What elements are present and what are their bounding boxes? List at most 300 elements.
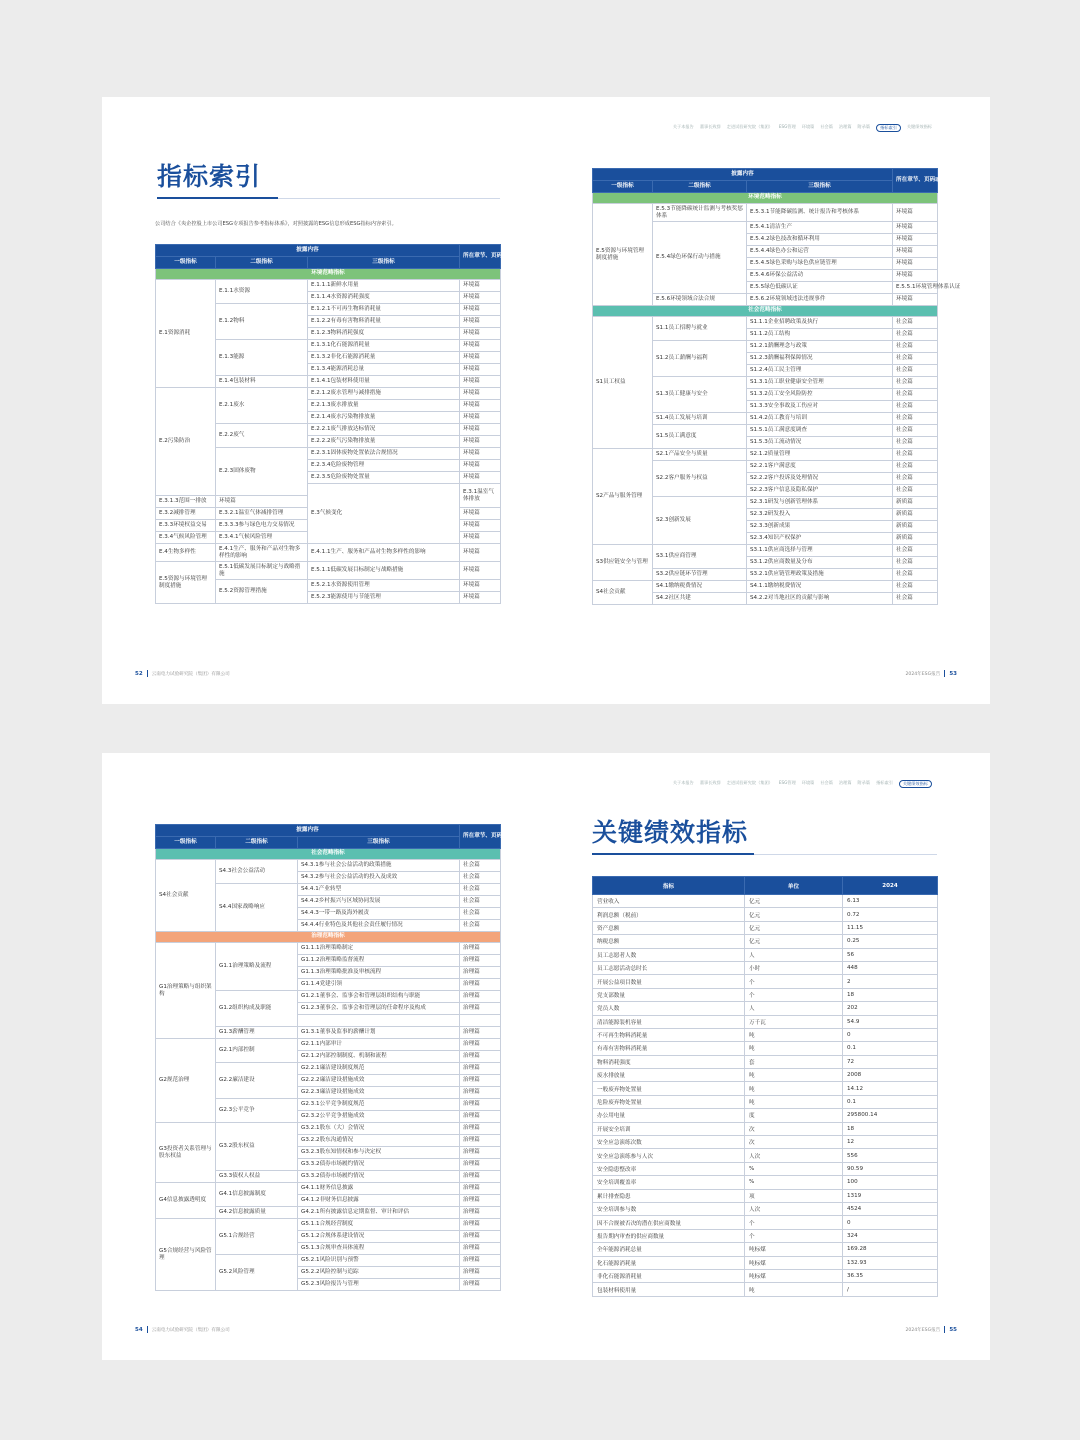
table-row (156, 1039, 501, 1051)
cell-level3: G3.2.1股东（大）会情况 (298, 1123, 460, 1135)
kpi-indicator: 全年能源消耗总量 (593, 1243, 745, 1256)
cell-chapter: 环境篇 (893, 234, 938, 246)
table-body-social (156, 860, 501, 932)
kpi-row (593, 1243, 938, 1256)
cell-chapter: 新质篇 (893, 497, 938, 509)
footer-text: 2024年ESG报告 (905, 1327, 941, 1333)
section-social: 社会范畴指标 (156, 849, 501, 860)
header-l1: 一级指标 (156, 837, 216, 849)
cell-chapter: 环境篇 (460, 280, 501, 292)
kpi-indicator: 办公用电量 (593, 1109, 745, 1122)
cell-level2: S2.3创新发展 (653, 497, 747, 545)
cell-level3: S3.1.2供应商数量及分布 (747, 557, 893, 569)
cell-chapter: 社会篇 (893, 353, 938, 365)
kpi-value: 556 (843, 1149, 938, 1162)
kpi-unit: 人 (745, 1002, 843, 1015)
cell-level3: G1.1.4党建引领 (298, 979, 460, 991)
cell-chapter: 环境篇 (460, 532, 501, 544)
kpi-row (593, 948, 938, 961)
table-row (593, 317, 938, 329)
kpi-indicator: 安全培训参与数 (593, 1202, 745, 1215)
cell-chapter: 治理篇 (460, 1051, 501, 1063)
cell-level3: S4.4.3一带一路及海外履责 (298, 908, 460, 920)
cell-level3: E.5.2.3能源使用与节能管理 (308, 592, 460, 604)
cell-level3: S4.1.1缴纳税费情况 (747, 581, 893, 593)
nav-appendix[interactable]: 附录篇 (857, 780, 871, 785)
cell-level3: G2.1.2内部控制制度、机制和流程 (298, 1051, 460, 1063)
kpi-value: 0 (843, 1216, 938, 1229)
kpi-value: 0 (843, 1028, 938, 1041)
page-53 (546, 97, 990, 704)
kpi-unit: 人次 (745, 1202, 843, 1215)
cell-level2: S2.1产品安全与质量 (653, 449, 747, 461)
kpi-row (593, 1269, 938, 1282)
cell-chapter: 社会篇 (460, 896, 501, 908)
kpi-indicator: 因不合规被否决的潜在供应商数量 (593, 1216, 745, 1229)
cell-level2: G4.1信息披露制度 (216, 1183, 298, 1207)
cell-chapter: 环境篇 (460, 400, 501, 412)
table-row (156, 1183, 501, 1195)
indicator-index-table (155, 244, 531, 604)
cell-level2: E.1.1水资源 (216, 280, 308, 304)
cell-chapter: 环境篇 (460, 592, 501, 604)
cell-chapter: 社会篇 (460, 872, 501, 884)
cell-chapter: 环境篇 (460, 304, 501, 316)
kpi-unit: 吨标煤 (745, 1256, 843, 1269)
footer-divider (147, 670, 148, 677)
cell-chapter: 环境篇 (893, 246, 938, 258)
nav-kpi[interactable]: 关键绩效指标 (899, 780, 932, 788)
cell-level3: S1.2.1薪酬理念与政策 (747, 341, 893, 353)
cell-level3: G2.3.2公平竞争措施成效 (298, 1111, 460, 1123)
cell-chapter: 社会篇 (460, 860, 501, 872)
kpi-indicator: 有毒有害物料消耗量 (593, 1042, 745, 1055)
cell-chapter: 环境篇 (460, 352, 501, 364)
cell-level2: E.4.1生产、服务和产品对生物多样性的影响 (216, 544, 308, 562)
cell-level3: S2.3.4知识产权保护 (747, 533, 893, 545)
cell-chapter: 治理篇 (460, 1219, 501, 1231)
nav-about[interactable]: 关于本报告 (672, 780, 694, 785)
section-nav (673, 124, 932, 132)
cell-level2: E.2.3固体废物 (216, 448, 308, 496)
kpi-row (593, 908, 938, 921)
kpi-indicator: 化石能源消耗量 (593, 1256, 745, 1269)
kpi-row (593, 1028, 938, 1041)
cell-level2: S3.2供应链环节管理 (653, 569, 747, 581)
cell-level1: G2规范治理 (156, 1039, 216, 1123)
cell-chapter: 治理篇 (460, 1255, 501, 1267)
cell-chapter: 新质篇 (893, 521, 938, 533)
nav-environment[interactable]: 环境篇 (801, 780, 815, 785)
cell-chapter: 环境篇 (460, 448, 501, 460)
cell-level2: G5.2风险管理 (216, 1255, 298, 1291)
kpi-value: 2 (843, 975, 938, 988)
cell-level3: S2.3.2研发投入 (747, 509, 893, 521)
cell-chapter: 环境篇 (460, 472, 501, 484)
cell-level3: E.3.4.1气候风险管理 (216, 532, 308, 544)
cell-level2: S3.1供应商管理 (653, 545, 747, 569)
cell-chapter: 环境篇 (460, 460, 501, 472)
cell-level3: E.1.1.1新鲜水用量 (308, 280, 460, 292)
cell-level3: E.3.2.1温室气体减排管理 (216, 508, 308, 520)
cell-chapter: 社会篇 (893, 329, 938, 341)
kpi-indicator: 安全培训覆盖率 (593, 1176, 745, 1189)
cell-chapter: 环境篇 (460, 316, 501, 328)
cell-chapter: 环境篇 (460, 580, 501, 592)
cell-level2: G2.1内部控制 (216, 1039, 298, 1063)
kpi-row (593, 961, 938, 974)
cell-level3: E.2.1.4废水污染物排放量 (308, 412, 460, 424)
kpi-unit: 次 (745, 1136, 843, 1149)
cell-chapter: 治理篇 (460, 1111, 501, 1123)
table-row (593, 545, 938, 557)
table-row (156, 943, 501, 955)
kpi-row (593, 1015, 938, 1028)
cell-level1: E.5资源与环境管理制度措施 (156, 562, 216, 604)
cell-chapter: 环境篇 (460, 292, 501, 304)
cell-chapter: 环境篇 (460, 328, 501, 340)
cell-level3: G5.2.3风险报告与管理 (298, 1279, 460, 1291)
table-body-env (593, 204, 961, 306)
page-54 (102, 753, 546, 1360)
table-row (156, 544, 501, 562)
cell-level3: E.1.4.1包装材料使用量 (308, 376, 460, 388)
cell-level3: E.1.3.2非化石能源消耗量 (308, 352, 460, 364)
report-spread-bottom (102, 753, 990, 1360)
page-number: 54 (135, 1326, 143, 1333)
kpi-value: 11.15 (843, 921, 938, 934)
table-body-governance (156, 943, 501, 1291)
cell-chapter (460, 1015, 501, 1027)
cell-chapter: 环境篇 (460, 544, 501, 562)
cell-level1: S4社会贡献 (156, 860, 216, 932)
table-row (156, 280, 501, 292)
cell-level3: G5.1.1合规经营制度 (298, 1219, 460, 1231)
cell-chapter: 治理篇 (460, 1039, 501, 1051)
kpi-row (593, 1189, 938, 1202)
cell-level3: E.2.3.4危险废物管理 (308, 460, 460, 472)
page-52 (102, 97, 546, 704)
kpi-row (593, 921, 938, 934)
kpi-row (593, 1256, 938, 1269)
header-l3: 三级指标 (747, 181, 893, 193)
kpi-indicator: 安全应急演练参与人次 (593, 1149, 745, 1162)
cell-level2: S1.4员工发展与培训 (653, 413, 747, 425)
cell-level3: E.1.2.3物料消耗强度 (308, 328, 460, 340)
nav-governance[interactable]: 治理篇 (838, 780, 852, 785)
cell-level1: S2产品与服务管理 (593, 449, 653, 545)
nav-chairman[interactable]: 董事长致辞 (699, 124, 721, 129)
cell-level3: G3.2.3股东知情权和参与决定权 (298, 1147, 460, 1159)
cell-chapter: 治理篇 (460, 1243, 501, 1255)
header-chapter: 所在章节、页码或其他说明 (460, 825, 501, 849)
nav-company[interactable]: 走进试验研究院（集团） (726, 124, 773, 129)
cell-chapter: 治理篇 (460, 1123, 501, 1135)
cell-level1: S4社会贡献 (593, 581, 653, 605)
cell-level2: S4.2社区共建 (653, 593, 747, 605)
cell-level1: E.3气候变化 (308, 484, 460, 544)
cell-chapter: 社会篇 (893, 461, 938, 473)
cell-level2: E.5.1低碳发展目标制定与战略措施 (216, 562, 308, 580)
cell-chapter: 社会篇 (460, 884, 501, 896)
cell-chapter: 环境篇 (893, 204, 938, 222)
cell-chapter: 社会篇 (893, 317, 938, 329)
cell-level3: S1.3.1员工职业健康安全管理 (747, 377, 893, 389)
nav-environment[interactable]: 环境篇 (801, 124, 815, 129)
cell-chapter: 环境篇 (460, 508, 501, 520)
cell-chapter: 治理篇 (460, 1183, 501, 1195)
kpi-value: 14.12 (843, 1082, 938, 1095)
table-row (156, 388, 501, 400)
kpi-row (593, 1095, 938, 1108)
cell-level2: E.2.2废气 (216, 424, 308, 448)
cell-level3: S1.5.1员工满意度调查 (747, 425, 893, 437)
header-l2: 二级指标 (216, 257, 308, 269)
cell-level3: G5.2.1风险识别与预警 (298, 1255, 460, 1267)
cell-level2: G1.3薪酬管理 (216, 1027, 298, 1039)
cell-level3: G2.2.1廉洁建设制度规范 (298, 1063, 460, 1075)
kpi-unit: 个 (745, 1229, 843, 1242)
kpi-row (593, 1042, 938, 1055)
cell-chapter: 环境篇 (460, 412, 501, 424)
kpi-unit: 小时 (745, 961, 843, 974)
cell-chapter: 社会篇 (893, 425, 938, 437)
kpi-indicator: 开展公益项目数量 (593, 975, 745, 988)
kpi-value: 36.35 (843, 1269, 938, 1282)
cell-level3: G1.1.1治理策略制定 (298, 943, 460, 955)
kpi-unit: % (745, 1176, 843, 1189)
kpi-unit: 亿元 (745, 908, 843, 921)
kpi-value: 56 (843, 948, 938, 961)
kpi-indicator: 开展安全培训 (593, 1122, 745, 1135)
section-governance: 治理范畴指标 (156, 932, 501, 943)
cell-chapter: 治理篇 (460, 1279, 501, 1291)
kpi-indicator: 员工志愿活动总时长 (593, 961, 745, 974)
page-number: 53 (949, 670, 957, 677)
indicator-index-table-cont (592, 168, 964, 605)
kpi-indicator: 利润总额（税前） (593, 908, 745, 921)
cell-level3: S4.2.2对当地社区的贡献与影响 (747, 593, 893, 605)
kpi-unit: 吨 (745, 1028, 843, 1041)
cell-level3: S1.3.3安全事故及工伤应对 (747, 401, 893, 413)
kpi-row (593, 1176, 938, 1189)
cell-level3: G5.2.2风险控制与追踪 (298, 1267, 460, 1279)
nav-index[interactable]: 指标索引 (876, 124, 901, 132)
kpi-value: 0.72 (843, 908, 938, 921)
kpi-row (593, 1216, 938, 1229)
cell-chapter: 治理篇 (460, 1063, 501, 1075)
section-environment: 环境范畴指标 (156, 269, 501, 280)
nav-governance[interactable]: 治理篇 (838, 124, 852, 129)
kpi-value: 18 (843, 988, 938, 1001)
kpi-unit: 吨 (745, 1069, 843, 1082)
title-rule (278, 198, 500, 199)
kpi-unit: 个 (745, 1216, 843, 1229)
section-environment: 环境范畴指标 (593, 193, 938, 204)
nav-kpi[interactable]: 关键绩效指标 (906, 124, 932, 129)
section-social: 社会范畴指标 (593, 306, 938, 317)
cell-chapter: 治理篇 (460, 979, 501, 991)
kpi-value: 100 (843, 1176, 938, 1189)
kpi-indicator: 营业收入 (593, 895, 745, 908)
cell-chapter: 环境篇 (460, 340, 501, 352)
nav-esg[interactable]: ESG管理 (778, 780, 796, 785)
cell-chapter: 社会篇 (460, 908, 501, 920)
cell-level2: E.3.4气候风险管理 (156, 532, 216, 544)
cell-chapter: 社会篇 (893, 485, 938, 497)
cell-level3: E.1.2.1不可再生物料消耗量 (308, 304, 460, 316)
nav-social[interactable]: 社会篇 (820, 780, 833, 785)
kpi-value: 2008 (843, 1069, 938, 1082)
table-row (593, 204, 938, 222)
header-group: 披露内容 (156, 245, 460, 257)
page-footer (135, 1326, 230, 1333)
cell-chapter: 社会篇 (893, 377, 938, 389)
cell-chapter: 新质篇 (893, 533, 938, 545)
cell-chapter: 环境篇 (460, 436, 501, 448)
cell-level2: S1.2员工薪酬与福利 (653, 341, 747, 377)
nav-chairman[interactable]: 董事长致辞 (699, 780, 721, 785)
header-l2: 二级指标 (653, 181, 747, 193)
kpi-unit: 个 (745, 988, 843, 1001)
cell-level3: G4.1.1财务信息披露 (298, 1183, 460, 1195)
kpi-indicator: 清洁能源装机容量 (593, 1015, 745, 1028)
cell-chapter: 社会篇 (893, 365, 938, 377)
table-row (156, 562, 501, 580)
kpi-unit: 吨 (745, 1283, 843, 1296)
cell-level3: E.2.3.1固体废物处置依法合规情况 (308, 448, 460, 460)
cell-level3: E.5.4.5绿色采购与绿色供应链管理 (747, 258, 893, 270)
cell-level3: S1.2.4员工民主管理 (747, 365, 893, 377)
table-row (156, 1219, 501, 1231)
nav-index[interactable]: 指标索引 (876, 780, 893, 785)
kpi-value: 90.59 (843, 1162, 938, 1175)
nav-esg[interactable]: ESG管理 (778, 124, 796, 129)
kpi-value: 72 (843, 1055, 938, 1068)
cell-level3: S4.3.1参与社会公益活动的政策措施 (298, 860, 460, 872)
kpi-indicator: 危险废弃物处置量 (593, 1095, 745, 1108)
cell-level3: S1.1.2员工结构 (747, 329, 893, 341)
header-group: 披露内容 (593, 169, 893, 181)
kpi-row (593, 1122, 938, 1135)
cell-level1: S1员工权益 (593, 317, 653, 449)
kpi-unit: 次 (745, 1122, 843, 1135)
header-l1: 一级指标 (156, 257, 216, 269)
cell-level2: E.3.1温室气体排放 (460, 484, 501, 508)
kpi-unit: 吨 (745, 1095, 843, 1108)
cell-chapter: 环境篇 (460, 388, 501, 400)
cell-level3: E.5.5.1环境管理体系认证 (893, 282, 938, 294)
cell-level2: S4.1缴纳税费情况 (653, 581, 747, 593)
kpi-indicator: 一般废弃物处置量 (593, 1082, 745, 1095)
kpi-row (593, 988, 938, 1001)
cell-chapter: 社会篇 (893, 557, 938, 569)
cell-level3: E.1.2.2有毒有害物料消耗量 (308, 316, 460, 328)
cell-level3: G2.1.1内部审计 (298, 1039, 460, 1051)
page-footer (905, 1326, 957, 1333)
cell-chapter: 社会篇 (893, 581, 938, 593)
cell-level3: S1.2.3薪酬福利保障情况 (747, 353, 893, 365)
cell-chapter: 治理篇 (460, 1267, 501, 1279)
table-row (593, 581, 938, 593)
cell-level2: G2.2廉洁建设 (216, 1063, 298, 1099)
nav-about[interactable]: 关于本报告 (672, 124, 694, 129)
kpi-row (593, 1002, 938, 1015)
header-l2: 二级指标 (216, 837, 298, 849)
kpi-unit: 人 (745, 948, 843, 961)
kpi-indicator: 员工志愿者人数 (593, 948, 745, 961)
kpi-row (593, 1149, 938, 1162)
title-underline (157, 197, 278, 199)
cell-chapter: 社会篇 (893, 389, 938, 401)
kpi-row (593, 1109, 938, 1122)
header-chapter: 所在章节、页码或其他说明 (893, 169, 938, 193)
header-l3: 三级指标 (308, 257, 460, 269)
cell-level3: S4.4.4行业特色及其他社会责任履行情况 (298, 920, 460, 932)
cell-chapter: 治理篇 (460, 943, 501, 955)
title-underline (592, 853, 754, 855)
cell-chapter: 环境篇 (893, 270, 938, 282)
footer-divider (944, 670, 945, 677)
cell-level3: G5.1.3合规审查具体流程 (298, 1243, 460, 1255)
cell-level3: E.1.1.4水资源消耗强度 (308, 292, 460, 304)
cell-level3: G1.2.1董事会、监事会和管理层组织结构与职能 (298, 991, 460, 1003)
cell-level1: G4信息披露透明度 (156, 1183, 216, 1219)
kpi-indicator: 非化石能源消耗量 (593, 1269, 745, 1282)
cell-level2: S1.3员工健康与安全 (653, 377, 747, 413)
page-title: 关键绩效指标 (592, 818, 749, 847)
kpi-value: 54.9 (843, 1015, 938, 1028)
kpi-unit: 吨 (745, 1082, 843, 1095)
report-spread-top (102, 97, 990, 704)
kpi-row (593, 895, 938, 908)
cell-chapter: 治理篇 (460, 1075, 501, 1087)
kpi-value: 0.1 (843, 1095, 938, 1108)
cell-level3: G1.1.2治理策略监督流程 (298, 955, 460, 967)
cell-level3: E.5.2.1水资源使用管理 (308, 580, 460, 592)
nav-social[interactable]: 社会篇 (820, 124, 833, 129)
cell-level1: G3投资者关系管理与股东权益 (156, 1123, 216, 1183)
cell-level3: E.5.1.1低碳发展目标制定与战略措施 (308, 562, 460, 580)
cell-level3: G5.1.2合规体系建设情况 (298, 1231, 460, 1243)
kpi-indicator: 包装材料使用量 (593, 1283, 745, 1296)
cell-chapter: 治理篇 (460, 991, 501, 1003)
cell-chapter: 社会篇 (893, 569, 938, 581)
kpi-value: 0.25 (843, 935, 938, 948)
cell-level3: G3.3.2债券市场履约情况 (298, 1159, 460, 1171)
cell-chapter: 社会篇 (893, 341, 938, 353)
cell-level3: G2.2.2廉洁建设措施成效 (298, 1075, 460, 1087)
nav-company[interactable]: 走进试验研究院（集团） (726, 780, 773, 785)
cell-chapter: 治理篇 (460, 1099, 501, 1111)
cell-level3: S1.5.3员工流动情况 (747, 437, 893, 449)
kpi-row (593, 1055, 938, 1068)
header-group: 披露内容 (156, 825, 460, 837)
cell-chapter: 环境篇 (893, 258, 938, 270)
kpi-row (593, 935, 938, 948)
nav-appendix[interactable]: 附录篇 (857, 124, 871, 129)
kpi-row (593, 1202, 938, 1215)
table-body (156, 280, 501, 604)
cell-chapter: 社会篇 (893, 437, 938, 449)
cell-level2: E.1.3能源 (216, 340, 308, 376)
cell-level3: S3.1.1供应商选择与管理 (747, 545, 893, 557)
cell-level3: E.5.3.1节能降碳监测、统计报告和考核体系 (747, 204, 893, 222)
cell-chapter: 治理篇 (460, 1231, 501, 1243)
section-nav (673, 780, 932, 788)
cell-level3: E.2.3.5危险废物处置量 (308, 472, 460, 484)
cell-level2: E.2.1废水 (216, 388, 308, 424)
